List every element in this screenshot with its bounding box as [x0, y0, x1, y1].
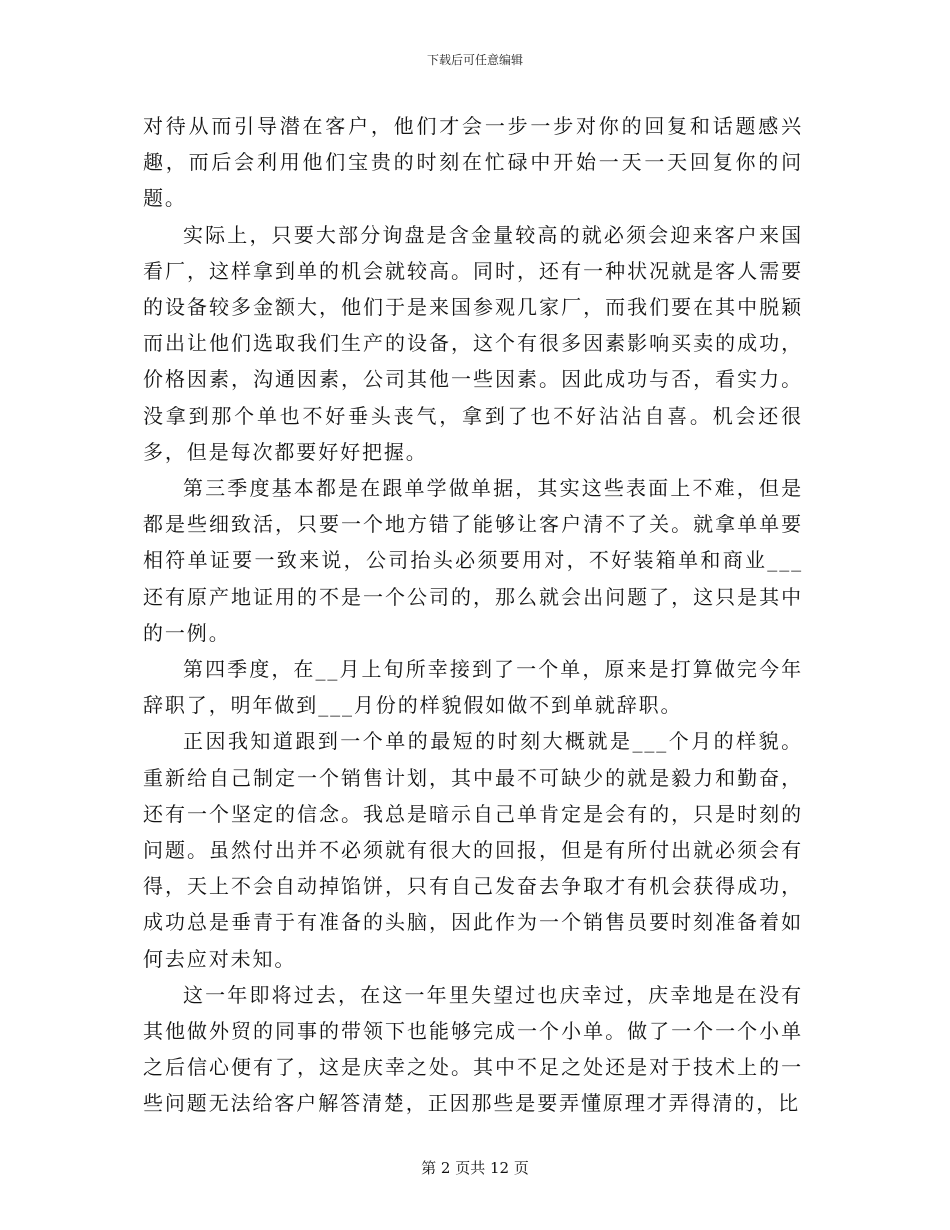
paragraph: 第三季度基本都是在跟单学做单据，其实这些表面上不难，但是都是些细致活，只要一个地方错了能够让客户清不了关。就拿单单要相符单证要一致来说，公司抬头必须要用对，不好装箱单和商业___还有原产地证用的不是一个公司的，那么就会出问题了，这只是其中的一例。: [143, 476, 803, 645]
paragraph: 第四季度，在__月上旬所幸接到了一个单，原来是打算做完今年辞职了，明年做到___月份的样貌假如做不到单就辞职。: [143, 657, 803, 718]
paragraph: 这一年即将过去，在这一年里失望过也庆幸过，庆幸地是在没有其他做外贸的同事的带领下也能够完成一个小单。做了一个一个小单之后信心便有了，这是庆幸之处。其中不足之处还是对于技术上的一些问题无法给客户解答清楚，正因那些是要弄懂原理才弄得清的，比: [143, 982, 803, 1116]
document-body: [143, 108, 803, 1122]
paragraph: 对待从而引导潜在客户，他们才会一步一步对你的回复和话题感兴趣，而后会利用他们宝贵的时刻在忙碌中开始一天一天回复你的问题。: [143, 114, 803, 211]
page-header: 下载后可任意编辑: [426, 53, 523, 67]
paragraph: 实际上，只要大部分询盘是含金量较高的就必须会迎来客户来国看厂，这样拿到单的机会就较高。同时，还有一种状况就是客人需要的设备较多金额大，他们于是来国参观几家厂，而我们要在其中脱颖而出让他们选取我们生产的设备，这个有很多因素影响买卖的成功，价格因素，沟通因素，公司其他一些因素。因此成功与否，看实力。没拿到那个单也不好垂头丧气，拿到了也不好沾沾自喜。机会还很多，但是每次都要好好把握。: [143, 222, 803, 464]
page-number-footer: 第 2 页共 12 页: [421, 1159, 529, 1177]
paragraph: 正因我知道跟到一个单的最短的时刻大概就是___个月的样貌。重新给自己制定一个销售计划，其中最不可缺少的就是毅力和勤奋，还有一个坚定的信念。我总是暗示自己单肯定是会有的，只是时刻的问题。虽然付出并不必须就有很大的回报，但是有所付出就必须会有得，天上不会自动掉馅饼，只有自己发奋去争取才有机会获得成功，成功总是垂青于有准备的头脑，因此作为一个销售员要时刻准备着如何去应对未知。: [143, 729, 803, 971]
